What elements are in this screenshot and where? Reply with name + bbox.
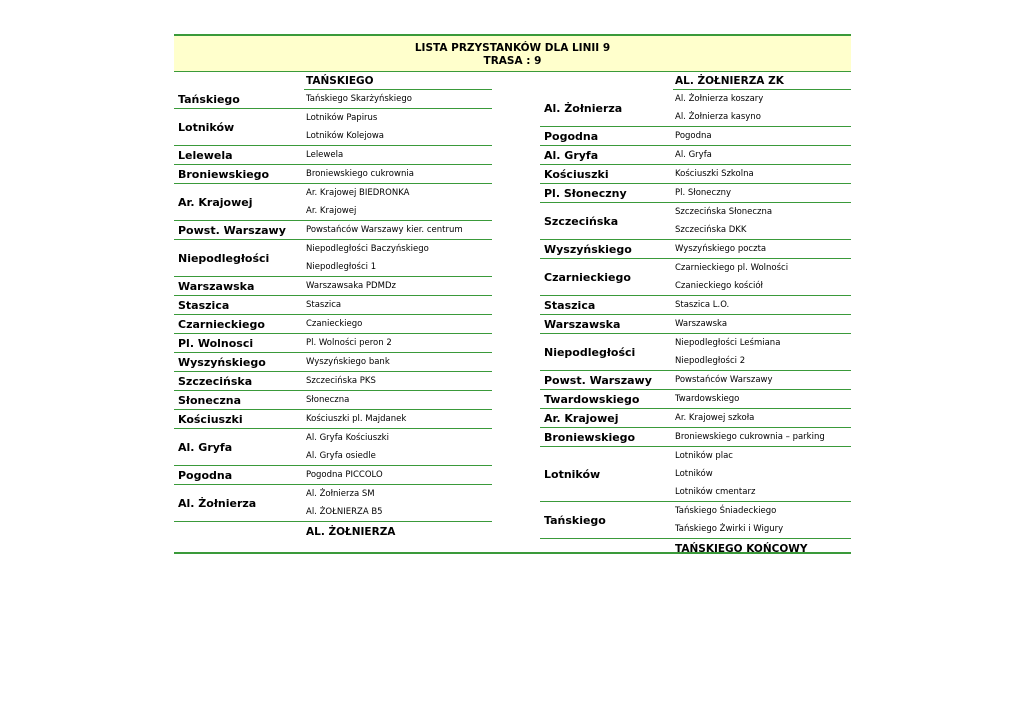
street-name: Kościuszki xyxy=(544,167,609,181)
stop-name: Lotników Papirus xyxy=(306,113,378,123)
stop-name: Wyszyńskiego bank xyxy=(306,357,390,367)
stop-list xyxy=(304,334,492,352)
street-name: Staszica xyxy=(544,298,596,312)
street-name: Ar. Krajowej xyxy=(178,195,253,209)
stop-group xyxy=(540,184,851,203)
stop-group xyxy=(174,184,492,221)
stop-name: Al. Żołnierza koszary xyxy=(675,94,764,104)
stop-group xyxy=(540,296,851,315)
stop-name: Al. Gryfa osiedle xyxy=(306,451,376,461)
street-name: Twardowskiego xyxy=(544,392,640,406)
street-name: Pl. Wolnosci xyxy=(178,336,254,350)
stop-group xyxy=(174,353,492,372)
stop-name: Słoneczna xyxy=(306,395,350,405)
stop-name: Pogodna PICCOLO xyxy=(306,470,383,480)
stop-group xyxy=(540,146,851,165)
stop-name: Powstańców Warszawy xyxy=(675,375,773,385)
stop-name: Ar. Krajowej xyxy=(306,206,357,216)
stop-list xyxy=(304,485,492,521)
stop-name: Al. Żołnierza kasyno xyxy=(675,112,761,122)
stop-name: Kościuszki Szkolna xyxy=(675,169,754,179)
stop-group xyxy=(540,409,851,428)
street-name: Kościuszki xyxy=(178,412,243,426)
left-direction-column xyxy=(174,72,492,540)
header-band xyxy=(174,34,851,72)
stop-group xyxy=(174,277,492,296)
stop-name: Kościuszki pl. Majdanek xyxy=(306,414,407,424)
stop-group xyxy=(174,109,492,146)
street-name: Powst. Warszawy xyxy=(178,223,286,237)
stop-group xyxy=(174,90,492,109)
street-name: Czarnieckiego xyxy=(178,317,265,331)
stop-list-sheet xyxy=(174,34,851,554)
street-name: Pogodna xyxy=(178,468,233,482)
stop-list xyxy=(304,315,492,333)
stop-group xyxy=(174,466,492,485)
stop-group xyxy=(540,203,851,240)
stop-name: Pl. Słoneczny xyxy=(675,188,732,198)
stop-name: Niepodległości 1 xyxy=(306,262,377,272)
street-name: Broniewskiego xyxy=(178,167,270,181)
stop-group xyxy=(174,146,492,165)
stop-group xyxy=(540,240,851,259)
stop-list xyxy=(304,221,492,239)
street-name: Niepodległości xyxy=(178,251,270,265)
stop-list xyxy=(673,502,851,538)
street-name: Wyszyńskiego xyxy=(544,242,632,256)
stop-group xyxy=(174,315,492,334)
left-stop-groups xyxy=(174,90,492,522)
stop-group xyxy=(540,447,851,502)
stop-list xyxy=(673,90,851,126)
right-start-row xyxy=(540,72,851,90)
stop-group xyxy=(540,259,851,296)
stop-group xyxy=(174,296,492,315)
stop-list xyxy=(673,428,851,446)
street-name: Powst. Warszawy xyxy=(544,373,652,387)
street-name: Broniewskiego xyxy=(544,430,636,444)
right-start-terminus: AL. ŻOŁNIERZA ZK xyxy=(673,72,851,90)
stop-group xyxy=(174,391,492,410)
street-name: Tańskiego xyxy=(178,92,240,106)
stop-group xyxy=(540,428,851,447)
stop-name: Szczecińska Słoneczna xyxy=(675,207,773,217)
stop-list xyxy=(673,146,851,164)
stop-name: Twardowskiego xyxy=(675,394,740,404)
stop-name: Tańskiego Śniadeckiego xyxy=(675,506,777,516)
stop-list xyxy=(304,353,492,371)
stop-list xyxy=(304,429,492,465)
stop-name: Staszica xyxy=(306,300,342,310)
left-start-row xyxy=(174,72,492,90)
stop-list xyxy=(673,240,851,258)
stop-name: Czarnieckiego pl. Wolności xyxy=(675,263,789,273)
street-name: Al. Żołnierza xyxy=(544,101,623,115)
left-end-row xyxy=(174,522,492,540)
stop-list xyxy=(673,447,851,501)
stop-group xyxy=(540,390,851,409)
stop-name: Szczecińska DKK xyxy=(675,225,747,235)
street-name: Szczecińska xyxy=(544,214,619,228)
list-title: LISTA PRZYSTANKÓW DLA LINII 9 xyxy=(414,42,611,54)
stop-name: Lelewela xyxy=(306,150,344,160)
stop-list xyxy=(673,259,851,295)
street-name: Staszica xyxy=(178,298,230,312)
street-name: Al. Gryfa xyxy=(178,440,233,454)
right-end-row xyxy=(540,539,851,557)
stop-name: Niepodległości 2 xyxy=(675,356,746,366)
stop-name: Szczecińska PKS xyxy=(306,376,376,386)
stop-list xyxy=(304,372,492,390)
stop-list xyxy=(304,184,492,220)
street-name: Pl. Słoneczny xyxy=(544,186,627,200)
street-name: Ar. Krajowej xyxy=(544,411,619,425)
stop-group xyxy=(540,502,851,539)
stop-list xyxy=(673,390,851,408)
stop-group xyxy=(540,127,851,146)
street-name: Warszawska xyxy=(544,317,621,331)
stop-list xyxy=(673,296,851,314)
stop-group xyxy=(174,334,492,353)
street-name: Lelewela xyxy=(178,148,233,162)
columns xyxy=(174,72,851,554)
stop-list xyxy=(304,146,492,164)
stop-list xyxy=(673,371,851,389)
street-name: Al. Gryfa xyxy=(544,148,599,162)
stop-list xyxy=(673,334,851,370)
street-name: Lotników xyxy=(544,467,601,481)
stop-group xyxy=(540,90,851,127)
street-name: Pogodna xyxy=(544,129,599,143)
stop-name: Lotników plac xyxy=(675,451,733,461)
stop-name: Czanieckiego xyxy=(306,319,363,329)
stop-name: Wyszyńskiego poczta xyxy=(675,244,767,254)
stop-name: Lotników Kolejowa xyxy=(306,131,385,141)
stop-list xyxy=(673,165,851,183)
stop-name: Czanieckiego kościół xyxy=(675,281,763,291)
street-name: Szczecińska xyxy=(178,374,253,388)
stop-name: Pogodna xyxy=(675,131,712,141)
stop-group xyxy=(540,371,851,390)
stop-name: Lotników cmentarz xyxy=(675,487,756,497)
stop-list xyxy=(304,410,492,428)
stop-name: Niepodległości Leśmiana xyxy=(675,338,781,348)
stop-name: Pl. Wolności peron 2 xyxy=(306,338,392,348)
stop-group xyxy=(540,165,851,184)
right-stop-groups xyxy=(540,90,851,539)
stop-group xyxy=(540,334,851,371)
left-start-terminus: TAŃSKIEGO xyxy=(304,72,492,90)
stop-name: Niepodległości Baczyńskiego xyxy=(306,244,429,254)
stop-group xyxy=(540,315,851,334)
stop-name: Tańskiego Skarżyńskiego xyxy=(306,94,412,104)
street-name: Wyszyńskiego xyxy=(178,355,266,369)
stop-name: Lotników xyxy=(675,469,713,479)
street-name: Al. Żołnierza xyxy=(178,496,257,510)
stop-group xyxy=(174,372,492,391)
right-direction-column xyxy=(540,72,851,557)
stop-name: Al. Żołnierza SM xyxy=(306,489,375,499)
stop-name: Broniewskiego cukrownia – parking xyxy=(675,432,825,442)
stop-list xyxy=(304,391,492,409)
left-end-terminus: AL. ŻOŁNIERZA xyxy=(306,526,396,538)
stop-list xyxy=(304,277,492,295)
stop-list xyxy=(304,109,492,145)
stop-name: Staszica L.O. xyxy=(675,300,730,310)
stop-name: Warszawska xyxy=(675,319,728,329)
stop-name: Al. Gryfa Kościuszki xyxy=(306,433,389,443)
stop-name: Al. ŻOŁNIERZA B5 xyxy=(306,507,383,517)
route-label: TRASA : 9 xyxy=(483,55,542,67)
stop-name: Warszawsaka PDMDz xyxy=(306,281,396,291)
stop-list xyxy=(673,409,851,427)
stop-list xyxy=(304,165,492,183)
stop-name: Powstańców Warszawy kier. centrum xyxy=(306,225,463,235)
stop-list xyxy=(304,90,492,108)
stop-list xyxy=(673,315,851,333)
stop-group xyxy=(174,240,492,277)
street-name: Słoneczna xyxy=(178,393,242,407)
street-name: Niepodległości xyxy=(544,345,636,359)
stop-name: Tańskiego Żwirki i Wigury xyxy=(675,524,784,534)
stop-group xyxy=(174,485,492,522)
right-end-terminus: TAŃSKIEGO KOŃCOWY xyxy=(675,543,808,555)
stop-list xyxy=(673,184,851,202)
street-name: Czarnieckiego xyxy=(544,270,631,284)
stop-name: Ar. Krajowej szkoła xyxy=(675,413,755,423)
stop-name: Broniewskiego cukrownia xyxy=(306,169,414,179)
street-name: Warszawska xyxy=(178,279,255,293)
stop-list xyxy=(304,296,492,314)
stop-group xyxy=(174,221,492,240)
stop-name: Al. Gryfa xyxy=(675,150,712,160)
stop-group xyxy=(174,429,492,466)
stop-group xyxy=(174,410,492,429)
stop-list xyxy=(304,240,492,276)
stop-list xyxy=(673,127,851,145)
stop-name: Ar. Krajowej BIEDRONKA xyxy=(306,188,410,198)
stop-group xyxy=(174,165,492,184)
stop-list xyxy=(304,466,492,484)
street-name: Lotników xyxy=(178,120,235,134)
street-name: Tańskiego xyxy=(544,513,606,527)
stop-list xyxy=(673,203,851,239)
